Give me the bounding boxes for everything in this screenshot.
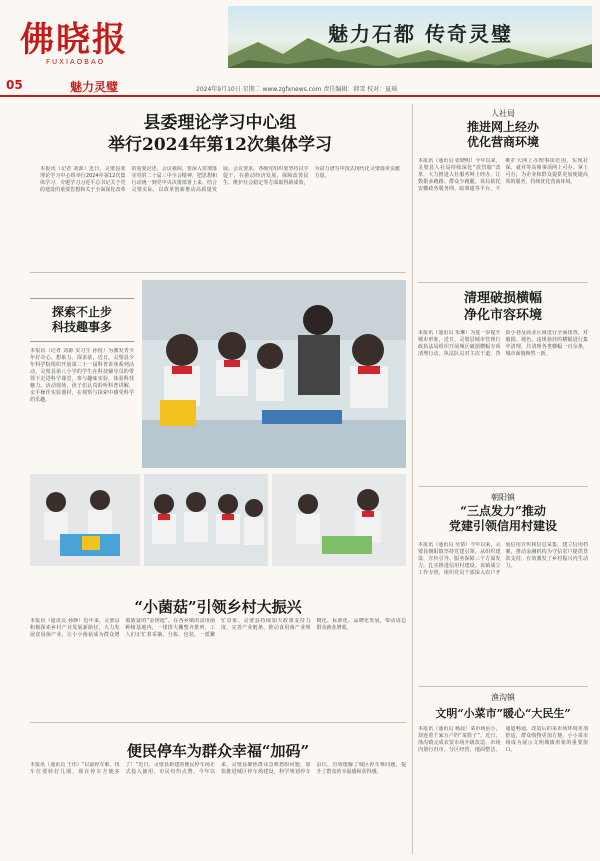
experiment-photo [30,474,140,566]
clear-headline [418,290,588,324]
masthead [0,0,600,85]
chaoyang-body: 本报讯（通讯员 吴倩）今年以来，灵璧县朝阳镇坚持党建引领，从组织建设、宣传引导、服务保障三个方面发力，扎实推进信用村建设。该镇成立工作专班，组织党员干部深入农户开展信用宣传和信息采集，建立信用档案，推动金融机构为守信农户提供贷款支持，有效激发了乡村振兴内生动力。 [418,542,588,576]
clear-body: 本报讯（通讯员 朱琳）为进一步提升城市形象，近日，灵璧县城市管理行政执法局组织开展城区破损横幅专项清理行动。执法队员对主次干道、背街小巷及商业区域进行全面排查，对破损、褪色、违规悬挂的横幅进行集中清理，共清理各类横幅一百余条，城市面貌焕然一新。 [418,330,588,357]
science-photo-4 [272,474,406,566]
chaoyang-title-line1: “三点发力”推动 [460,504,546,518]
science-title-line2: 科技趣事多 [51,320,112,334]
science-title-line1: 探索不止步 [51,305,112,319]
science-body: 本报讯（记者 刘源 实习生 孙悦）为激发青少年好奇心、想象力、探求欲，近日，灵璧县少年科学院组织开展第二十一届科普讲座系列活动，灵璧县第八小学的学生在科技辅导员的带领下走进科学课堂，参与趣味实验，体验科技魅力。活动现场，孩子们认真聆听科普讲解，亲手操作实验器材，在观察与探索中感受科学的乐趣。 [30,348,134,403]
lab-photo [272,474,406,566]
dateline: 2024年9月10日 星期二 www.zgfxnews.com 责任编辑：韩雪 校对：夏瑶 [196,86,398,93]
science-headline-box [30,298,134,342]
social-body: 本报讯（通讯员 张晓明）今年以来，灵璧县人社局持续深化“放管服”改革，大力推进人社服务网上经办，让数据多跑路、群众少跑腿。该局依托安徽政务服务网、皖事通等平台，不断扩大网上办理事项范围，实现社保、就业等高频事项网上可办、掌上可办，为企业和群众提供更加便捷高效的服务，持续优化营商环境。 [418,158,588,192]
column-divider [412,104,413,854]
science-photo-main [142,280,406,468]
lead-headline [30,112,410,156]
parking-body: 本报讯（通讯员 王伟）“以前停车难、找车位要转好几圈，现在停车方便多了！”近日，灵璧县新建的便民停车场正式投入使用，市民纷纷点赞。今年以来，灵璧县聚焦群众急难愁盼问题，加快推进城区停车场建设，科学规划停车泊位，有效缓解了城区停车难问题，提升了群众的幸福感和获得感。 [30,762,406,775]
chaoyang-title-line2: 党建引领信用村建设 [448,519,557,533]
divider-1 [30,272,406,273]
clear-title-line2: 净化市容环境 [463,308,542,323]
lead-title-line1: 县委理论学习中心组 [143,113,297,133]
divider-4 [418,486,588,487]
section-name: 魅力灵璧 [70,80,119,94]
science-photo-2 [30,474,140,566]
newspaper-title: 佛晓报 [20,20,128,60]
clear-title-line1: 清理破损横幅 [463,291,542,306]
yugou-body: 本报讯（通讯员 杨晨）菜市场虽小，却连着千家万户的“菜篮子”。近日，渔沟镇完成农贸市场升级改造，市场内划行归市、分区经营，地面整洁、通道畅通。改造后的菜市场环境更加舒适，群众购物更加方便，小小菜市场成为展示文明城镇形象的重要窗口。 [418,726,588,753]
banner-slogan: 魅力石都 传奇灵璧 [328,22,513,46]
header-banner [228,6,592,68]
social-dept: 人社局 [491,109,515,118]
science-photo-3 [144,474,268,566]
header-rule [0,95,600,97]
divider-3 [418,282,588,283]
newspaper-subtitle: FUXIAOBAO [46,58,106,66]
page-number: 05 [6,78,23,92]
lead-body: 本报讯（记者 刘源）近日，灵璧县委理论学习中心组举行2024年第12次集体学习，专题学习习近平总书记关于党的建设的重要思想和关于全面深化改革的重要论述。会议强调，要深入贯彻落实党的二十届三中全会精神，把思想和行动统一到党中央决策部署上来，结合灵璧实际，以改革创新推动高质量发展。会议要求，各级党组织要坚持以学促干，在推动经济发展、保障改善民生、维护社会稳定等方面取得新成效，为奋力谱写中国式现代化灵璧篇章贡献力量。 [40,166,400,193]
yugou-dept: 渔沟镇 [491,693,515,702]
parking-headline: 便民停车为群众幸福“加码” [126,742,310,760]
divider-5 [418,686,588,687]
students-photo [144,474,268,566]
lead-title-line2: 举行2024年第12次集体学习 [108,135,332,155]
social-title-line1: 推进网上经办 [466,120,539,134]
mushroom-body: 本报讯（通讯员 孙静）近年来，灵璧县积极探索乡村产业发展新路径，大力发展食用菌产业，让小小菌菇成为群众增收致富的“金钥匙”。在各乡镇的食用菌种植基地内，一排排大棚整齐排列，工人们正忙着采摘、分拣、包装，一派繁忙景象。灵璧县持续加大政策支持力度，完善产业链条，推动食用菌产业规模化、标准化、品牌化发展，带动周边群众就业增收。 [30,618,406,638]
social-title-line2: 优化营商环境 [466,135,539,149]
mushroom-headline: “小菌菇”引领乡村大振兴 [134,598,302,616]
social-headline [418,120,588,150]
chaoyang-dept: 朝阳镇 [491,493,515,502]
chaoyang-headline [418,504,588,534]
classroom-photo [142,280,406,468]
yugou-headline: 文明“小菜市”暖心“大民生” [435,707,571,720]
divider-2 [30,722,406,723]
